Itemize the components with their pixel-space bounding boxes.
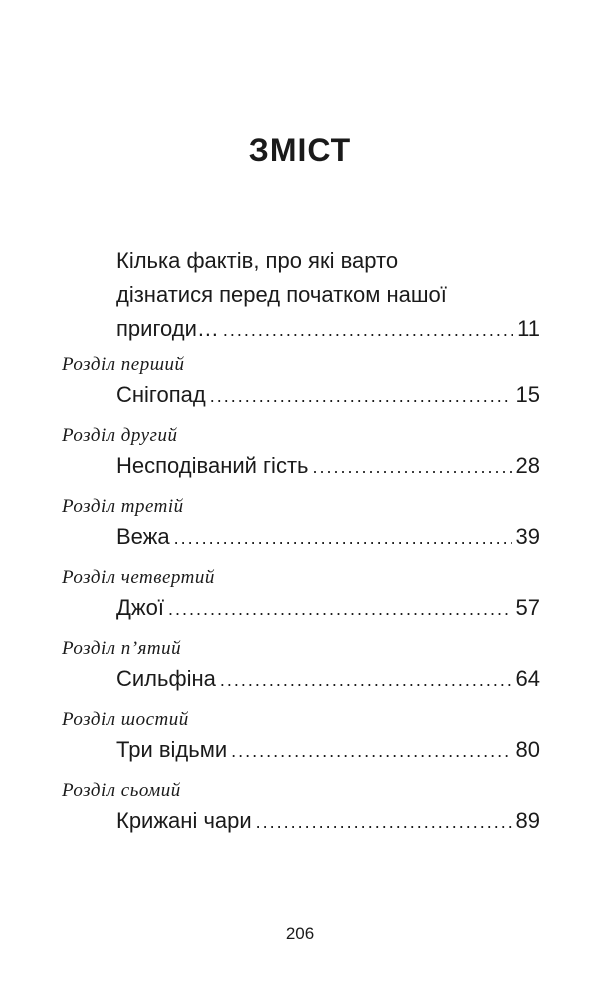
chapter-page-number: 39 [515,524,540,549]
intro-page-number: 11 [517,316,540,341]
chapter-title: Три відьми [116,737,228,762]
chapter-line [116,595,540,621]
intro-title-end: пригоди… [116,316,219,341]
chapter-label: Розділ четвертий [62,567,215,588]
chapter-label: Розділ сьомий [62,780,181,801]
chapter-title: Несподіваний гість [116,453,309,478]
chapter-title: Джої [116,595,164,620]
chapter-line [116,666,540,692]
chapter-title: Вежа [116,524,170,549]
dot-leader [223,313,513,347]
page-title: ЗМІСТ [248,132,352,168]
dot-leader [168,599,512,620]
chapter-page-number: 57 [515,595,540,620]
chapter-label: Розділ третій [62,496,184,517]
chapter-label: Розділ шостий [62,709,189,730]
chapter-label: Розділ п’ятий [62,638,182,659]
chapter-page-number: 89 [515,808,540,833]
intro-line-3 [116,312,540,347]
chapter-page-number: 15 [515,382,540,407]
chapter-line [116,737,540,763]
dot-leader [256,812,512,833]
chapter-page-number: 28 [515,453,540,478]
chapter-label: Розділ перший [62,354,185,375]
chapter-page-number: 80 [515,737,540,762]
page-number: 206 [285,924,315,943]
dot-leader [220,670,512,691]
dot-leader [231,741,511,762]
intro-entry [116,244,540,347]
intro-line-1: Кілька фактів, про які варто [116,248,399,273]
chapter-line [116,453,540,479]
chapter-label: Розділ другий [62,425,178,446]
chapter-title: Снігопад [116,382,206,407]
chapter-line [116,524,540,550]
chapter-title: Крижані чари [116,808,252,833]
chapter-page-number: 64 [515,666,540,691]
chapter-title: Сильфіна [116,666,216,691]
dot-leader [210,386,512,407]
dot-leader [174,528,512,549]
chapter-line [116,382,540,408]
dot-leader [312,457,511,478]
chapter-line [116,808,540,834]
intro-line-2: дізнатися перед початком нашої [116,282,447,307]
